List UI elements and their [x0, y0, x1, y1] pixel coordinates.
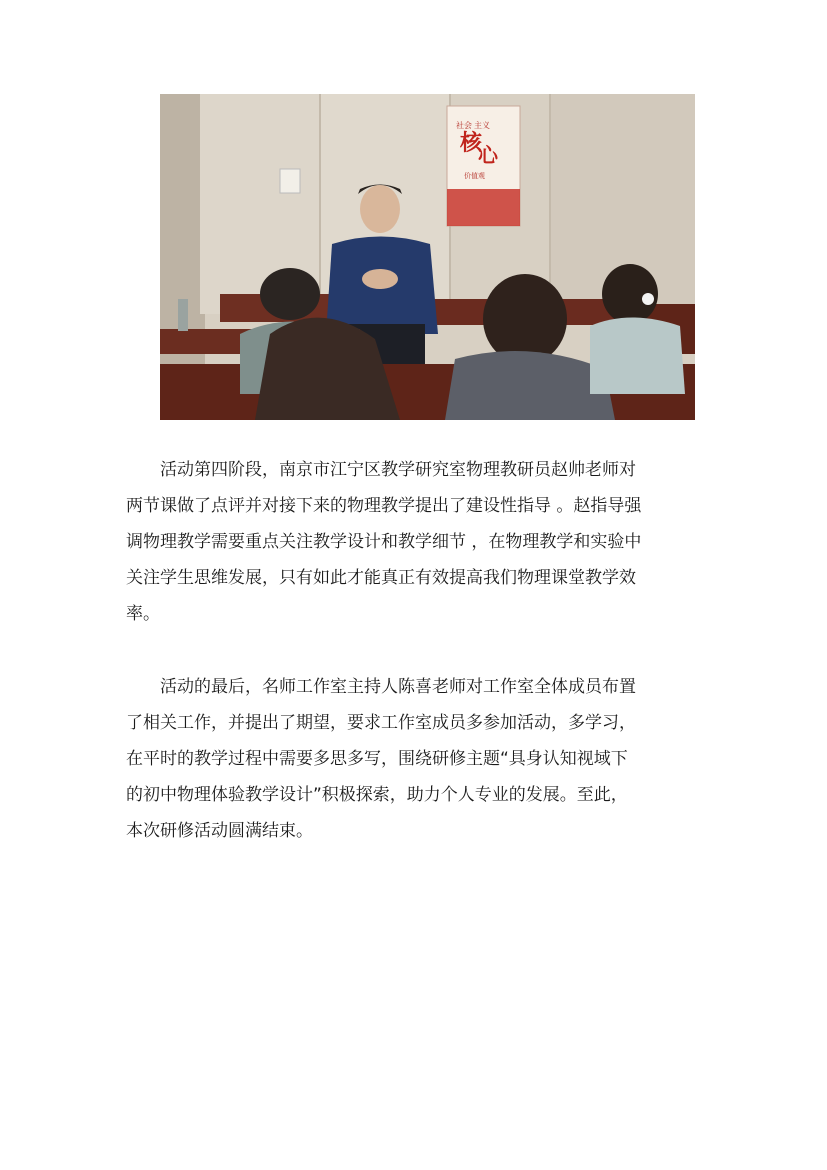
classroom-photo-illustration: [160, 94, 695, 420]
text-line: 了相关工作，并提出了期望，要求工作室成员多参加活动，多学习，: [126, 713, 636, 733]
text-line: 本次研修活动圆满结束。: [126, 821, 313, 841]
paragraph-activity-conclusion: [126, 669, 716, 849]
text-line: 活动第四阶段，南京市江宁区教学研究室物理教研员赵帅老师对: [126, 460, 636, 480]
poster-line-2: 主义: [474, 121, 490, 130]
text-line: 在平时的教学过程中需要多思多写，围绕研修主题“具身认知视域下: [126, 749, 628, 769]
text-line: 两节课做了点评并对接下来的物理教学提出了建设性指导 。赵指导强: [126, 496, 642, 516]
text-line: 关注学生思维发展，只有如此才能真正有效提高我们物理课堂教学效: [126, 568, 636, 588]
text-line: 的初中物理体验教学设计”积极探索，助力个人专业的发展。至此，: [126, 785, 628, 805]
text-line: 率。: [126, 604, 160, 624]
paragraph-activity-stage-four: [126, 452, 716, 632]
text-line: 活动的最后，名师工作室主持人陈喜老师对工作室全体成员布置: [126, 677, 636, 697]
poster-line-3: 核: [460, 131, 483, 156]
poster-line-4: 心: [478, 143, 498, 167]
poster-line-5: 价值观: [464, 172, 485, 180]
text-line: 调物理教学需要重点关注教学设计和教学细节 ，在物理教学和实验中: [126, 532, 642, 552]
poster-line-1: 社会: [456, 121, 472, 130]
activity-photo: [160, 94, 695, 420]
